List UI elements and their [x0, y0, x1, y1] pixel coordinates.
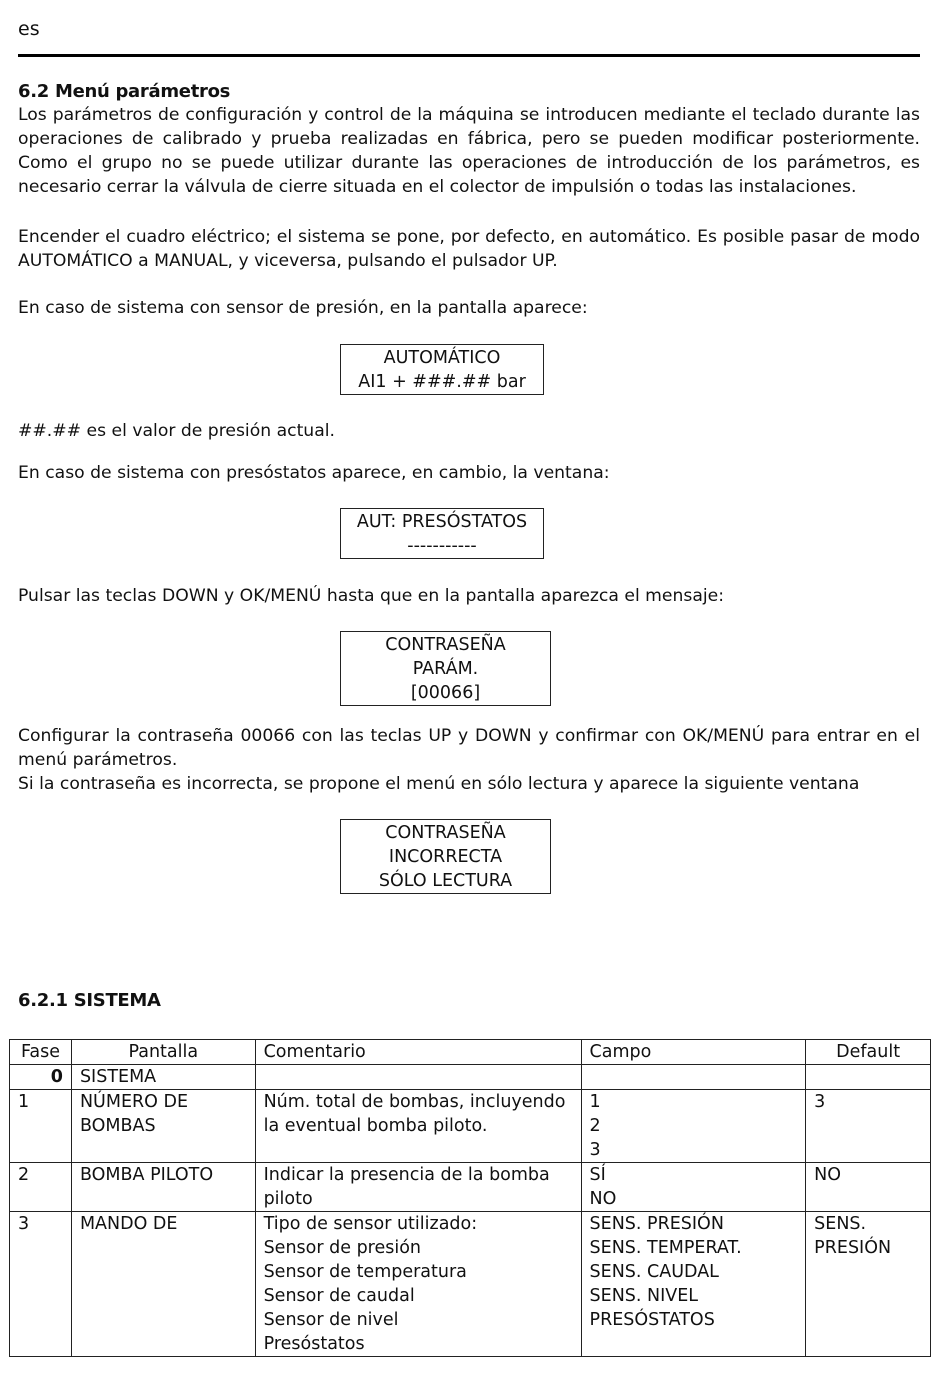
cell-comentario	[255, 1090, 581, 1163]
display-line: SÓLO LECTURA	[378, 871, 513, 891]
table-row	[10, 1163, 931, 1212]
language-tag: es	[18, 18, 40, 40]
cell-fase: 3	[10, 1212, 72, 1357]
cell-line: la eventual bomba piloto.	[263, 1116, 488, 1136]
paragraph-intro: Los parámetros de configuración y control de la máquina se introducen mediante el teclado durante las operaciones de calibrado y prueba realizadas en fábrica, pero se pueden modificar posteriormente. Como el grupo no se puede utilizar durante las operaciones de introducción de los parámetros, es necesario cerrar la válvula de cierre situada en el colector de impulsión o todas las instalaciones.	[18, 105, 920, 197]
cell-line: PRESÓSTATOS	[589, 1310, 715, 1330]
display-line: AI1 + ###.## bar	[358, 372, 526, 392]
paragraph-pressure-switch: En caso de sistema con presóstatos aparece, en cambio, la ventana:	[18, 463, 610, 483]
cell-line: NO	[589, 1189, 617, 1209]
cell-default	[806, 1212, 931, 1357]
table-header-row	[10, 1040, 931, 1065]
header-campo: Campo	[581, 1040, 806, 1065]
cell-line: BOMBAS	[79, 1116, 156, 1136]
cell-pantalla: SISTEMA	[71, 1065, 255, 1090]
display-box-pressure-switch	[340, 508, 544, 559]
cell-line: NÚMERO DE	[79, 1092, 189, 1112]
cell-line: piloto	[263, 1189, 313, 1209]
cell-fase: 2	[10, 1163, 72, 1212]
cell-line: SENS. CAUDAL	[589, 1262, 719, 1282]
cell-line: Sensor de temperatura	[263, 1262, 467, 1282]
table-row	[10, 1090, 931, 1163]
cell-default	[806, 1065, 931, 1090]
cell-line: Tipo de sensor utilizado:	[263, 1214, 478, 1234]
cell-line: 2	[589, 1116, 601, 1136]
paragraph-wrong-password: Si la contraseña es incorrecta, se propone el menú en sólo lectura y aparece la siguiente ventana	[18, 774, 860, 794]
cell-comentario	[255, 1212, 581, 1357]
cell-campo	[581, 1090, 806, 1163]
display-line: AUTOMÁTICO	[383, 348, 501, 368]
header-fase: Fase	[10, 1040, 72, 1065]
display-line: [00066]	[410, 683, 481, 703]
cell-campo	[581, 1212, 806, 1357]
cell-line: PRESIÓN	[814, 1238, 892, 1258]
display-line: PARÁM.	[412, 659, 479, 679]
cell-line: SENS. NIVEL	[589, 1286, 699, 1306]
cell-line: SENS.	[814, 1214, 867, 1234]
cell-pantalla: MANDO DE	[71, 1212, 255, 1357]
display-line: INCORRECTA	[388, 847, 503, 867]
display-line: AUT: PRESÓSTATOS	[356, 512, 528, 532]
cell-line: Sensor de caudal	[263, 1286, 415, 1306]
section-title: 6.2 Menú parámetros	[18, 81, 231, 102]
cell-pantalla: BOMBA PILOTO	[71, 1163, 255, 1212]
cell-line: 1	[589, 1092, 601, 1112]
cell-pantalla	[71, 1090, 255, 1163]
cell-comentario	[255, 1065, 581, 1090]
display-box-read-only	[340, 819, 551, 894]
paragraph-pressure-sensor: En caso de sistema con sensor de presión, en la pantalla aparece:	[18, 298, 588, 318]
display-line: -----------	[407, 536, 477, 556]
parameters-table	[9, 1039, 931, 1357]
paragraph-pressure-value: ##.## es el valor de presión actual.	[18, 421, 335, 441]
table-row	[10, 1212, 931, 1357]
paragraph-set-password: Configurar la contraseña 00066 con las teclas UP y DOWN y confirmar con OK/MENÚ para entrar en el menú parámetros.	[18, 726, 920, 770]
cell-line: 3	[589, 1140, 601, 1160]
cell-fase: 1	[10, 1090, 72, 1163]
display-box-automatic	[340, 344, 544, 395]
cell-line: Núm. total de bombas, incluyendo	[263, 1092, 566, 1112]
cell-default: 3	[806, 1090, 931, 1163]
display-box-password	[340, 631, 551, 706]
paragraph-power-on: Encender el cuadro eléctrico; el sistema se pone, por defecto, en automático. Es posible pasar de modo AUTOMÁTICO a MANUAL, y viceversa, pulsando el pulsador UP.	[18, 227, 920, 271]
display-line: CONTRASEÑA	[385, 635, 506, 655]
cell-line: SÍ	[589, 1165, 606, 1185]
cell-line: Indicar la presencia de la bomba	[263, 1165, 550, 1185]
cell-line: Sensor de presión	[263, 1238, 422, 1258]
cell-line: SENS. TEMPERAT.	[589, 1238, 742, 1258]
cell-line: SENS. PRESIÓN	[589, 1214, 724, 1234]
cell-fase: 0	[10, 1065, 72, 1090]
subsection-title: 6.2.1 SISTEMA	[18, 990, 161, 1011]
table-row	[10, 1065, 931, 1090]
cell-comentario	[255, 1163, 581, 1212]
cell-line: Sensor de nivel	[263, 1310, 399, 1330]
header-divider	[18, 54, 920, 57]
header-pantalla: Pantalla	[71, 1040, 255, 1065]
cell-campo	[581, 1163, 806, 1212]
paragraph-press-keys: Pulsar las teclas DOWN y OK/MENÚ hasta que en la pantalla aparezca el mensaje:	[18, 586, 725, 606]
display-line: CONTRASEÑA	[385, 823, 506, 843]
header-default: Default	[806, 1040, 931, 1065]
header-comentario: Comentario	[255, 1040, 581, 1065]
cell-default: NO	[806, 1163, 931, 1212]
cell-line: Presóstatos	[263, 1334, 365, 1354]
cell-campo	[581, 1065, 806, 1090]
